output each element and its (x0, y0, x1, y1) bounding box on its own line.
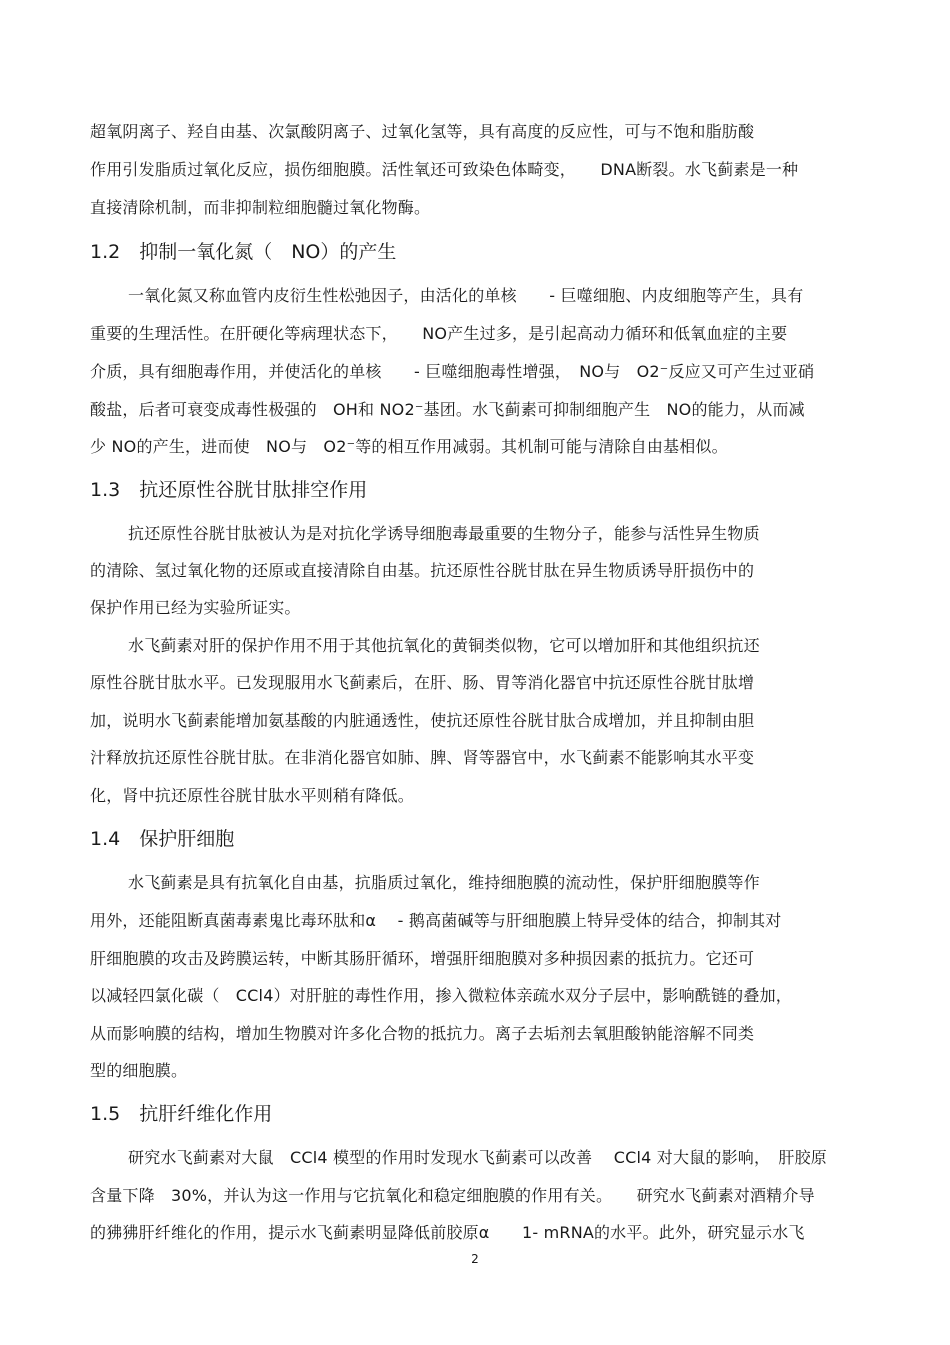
section-1-3-line-4: 水飞蓟素对肝的保护作用不用于其他抗氧化的黄铜类似物，它可以增加肝和其他组织抗还 (128, 636, 760, 655)
section-1-5-line-1: 研究水飞蓟素对大鼠 CCl4 模型的作用时发现水飞蓟素可以改善 CCl4 对大鼠的影响， 肝胶原 (128, 1148, 827, 1167)
section-1-3-line-6: 加，说明水飞蓟素能增加氨基酸的内脏通透性，使抗还原性谷胱甘肽合成增加，并且抑制由胆 (90, 711, 755, 730)
section-1-3-line-2: 的清除、氢过氧化物的还原或直接清除自由基。抗还原性谷胱甘肽在异生物质诱导肝损伤中的 (90, 561, 755, 580)
section-1-4-line-4: 以减轻四氯化碳（ CCl4）对肝脏的毒性作用，掺入微粒体亲疏水双分子层中，影响酰链的叠加， (90, 986, 792, 1005)
page-number: 2 (471, 1252, 479, 1266)
section-1-4-line-3: 肝细胞膜的攻击及跨膜运转，中断其肠肝循环，增强肝细胞膜对多种损因素的抵抗力。它还可 (90, 949, 755, 968)
intro-line-2: 作用引发脂质过氧化反应，损伤细胞膜。活性氧还可致染色体畸变， DNA断裂。水飞蓟素是一种 (90, 160, 799, 179)
section-1-2-line-4: 酸盐，后者可衰变成毒性极强的 OH和 NO2⁻基团。水飞蓟素可抑制细胞产生 NO的能力，从而减 (90, 400, 805, 419)
section-1-4-line-2: 用外，还能阻断真菌毒素鬼比毒环肽和α - 鹅高菌碱等与肝细胞膜上特异受体的结合，抑制其对 (90, 911, 782, 930)
intro-line-3: 直接清除机制，而非抑制粒细胞髓过氧化物酶。 (90, 198, 431, 217)
section-1-2-line-5: 少 NO的产生，进而使 NO与 O2⁻等的相互作用减弱。其机制可能与清除自由基相似。 (90, 437, 728, 456)
section-1-5-line-2: 含量下降 30%，并认为这一作用与它抗氧化和稳定细胞膜的作用有关。 研究水飞蓟素对酒精介导 (90, 1186, 815, 1205)
section-1-3-line-8: 化，肾中抗还原性谷胱甘肽水平则稍有降低。 (90, 786, 415, 805)
section-1-2-line-2: 重要的生理活性。在肝硬化等病理状态下， NO产生过多，是引起高动力循环和低氧血症的主要 (90, 324, 788, 343)
section-1-3-line-5: 原性谷胱甘肽水平。已发现服用水飞蓟素后，在肝、肠、胃等消化器官中抗还原性谷胱甘肽增 (90, 673, 755, 692)
section-1-3-line-7: 汁释放抗还原性谷胱甘肽。在非消化器官如肺、脾、肾等器官中，水飞蓟素不能影响其水平变 (90, 748, 755, 767)
section-1-2-line-3: 介质，具有细胞毒作用，并使活化的单核 - 巨噬细胞毒性增强， NO与 O2⁻反应又可产生过亚硝 (90, 362, 815, 381)
section-1-4-line-1: 水飞蓟素是具有抗氧化自由基，抗脂质过氧化，维持细胞膜的流动性，保护肝细胞膜等作 (128, 873, 760, 892)
section-1-5-line-3: 的狒狒肝纤维化的作用，提示水飞蓟素明显降低前胶原α 1- mRNA的水平。此外，研究显示水飞 (90, 1223, 805, 1242)
section-1-2-line-1: 一氧化氮又称血管内皮衍生性松弛因子，由活化的单核 - 巨噬细胞、内皮细胞等产生，具有 (128, 286, 804, 305)
section-1-4-line-6: 型的细胞膜。 (90, 1061, 188, 1080)
section-1-3-line-3: 保护作用已经为实验所证实。 (90, 598, 301, 617)
section-1-5-heading: 1.5 抗肝纤维化作用 (90, 1103, 273, 1125)
section-1-3-line-1: 抗还原性谷胱甘肽被认为是对抗化学诱导细胞毒最重要的生物分子，能参与活性异生物质 (128, 524, 760, 543)
section-1-4-line-5: 从而影响膜的结构，增加生物膜对许多化合物的抵抗力。离子去垢剂去氧胆酸钠能溶解不同类 (90, 1024, 755, 1043)
section-1-2-heading: 1.2 抑制一氧化氮（ NO）的产生 (90, 241, 397, 263)
section-1-4-heading: 1.4 保护肝细胞 (90, 828, 235, 850)
section-1-3-heading: 1.3 抗还原性谷胱甘肽排空作用 (90, 479, 368, 501)
intro-line-1: 超氧阴离子、羟自由基、次氯酸阴离子、过氧化氢等，具有高度的反应性，可与不饱和脂肪酸 (90, 122, 755, 141)
